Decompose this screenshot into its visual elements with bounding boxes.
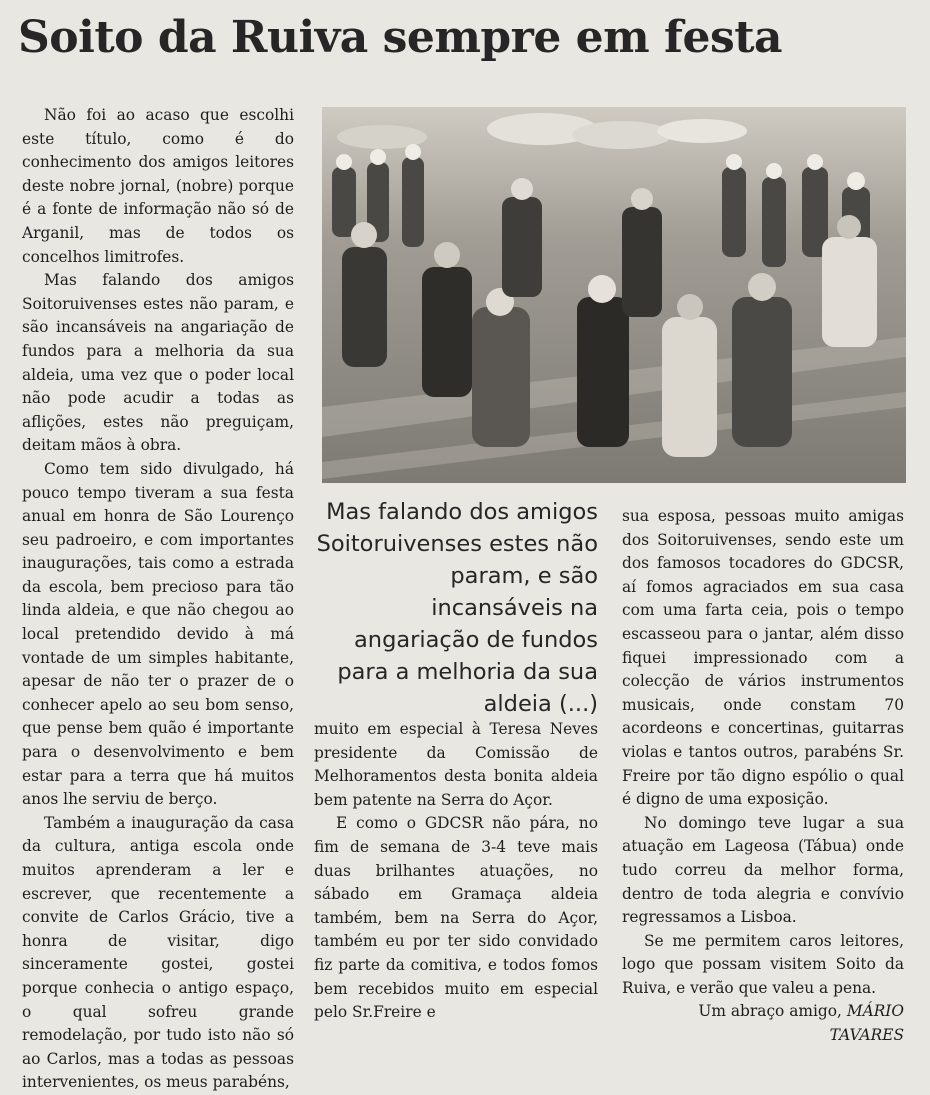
article-column-3 (622, 505, 904, 1048)
paragraph: Não foi ao acaso que escolhi este título, como é do conhecimento dos amigos leitores deste nobre jornal, (nobre) porque é a fonte de informação não só de Arganil, mas de todos os concelhos limitrofes. (22, 106, 294, 266)
author-name: MÁRIO TAVARES (829, 1002, 904, 1045)
paragraph: Se me permitem caros leitores, logo que possam visitem Soito da Ruiva, e verão que valeu a pena. (622, 931, 904, 997)
paragraph: muito em especial à Teresa Neves presidente da Comissão de Melhoramentos desta bonita aldeia bem patente na Serra do Açor. (314, 720, 598, 809)
signoff: Um abraço amigo, (698, 1002, 842, 1021)
paragraph: E como o GDCSR não pára, no fim de semana de 3-4 teve mais duas brilhantes atuações, no sábado em Gramaça aldeia também, bem na Serra do Açor, também eu por ter sido convidado fiz parte da comitiva, e todos fomos bem recebidos muito em especial pelo Sr.Freire e (314, 814, 598, 1022)
paragraph: No domingo teve lugar a sua atuação em Lageosa (Tábua) onde tudo correu da melhor forma, dentro de toda alegria e convívio regressamos a Lisboa. (622, 813, 904, 927)
signature-line (622, 1000, 904, 1047)
folk-dance-photo (322, 107, 906, 483)
pull-quote: Mas falando dos amigos Soitoruivenses estes não param, e são incansáveis na angariação de fundos para a melhoria da sua aldeia (...) (316, 499, 598, 717)
paragraph: Também a inauguração da casa da cultura, antiga escola onde muitos aprenderam a ler e escrever, que recentemente a convite de Carlos Grácio, tive a honra de visitar, digo sinceramente gostei, gostei porque conhecia o antigo espaço, o qual sofreu grande remodelação, por tudo isto não só ao Carlos, mas a todas as pessoas intervenientes, os meus parabéns, (22, 813, 294, 1092)
paragraph: Como tem sido divulgado, há pouco tempo tiveram a sua festa anual em honra de São Lourenço seu padroeiro, e com importantes inaugurações, tais como a estrada da escola, bem precioso para tão linda aldeia, e que não chegou ao local pretendido devido à má vontade de um simples habitante, apesar de não ter o prazer de o conhecer apelo ao seu bom senso, que pense bem quão é importante para o desenvolvimento e bem estar para a terra que há muitos anos lhe serviu de berço. (22, 459, 294, 809)
paragraph: sua esposa, pessoas muito amigas dos Soitoruivenses, sendo este um dos famosos tocadores do GDCSR, aí fomos agraciados em sua casa com uma farta ceia, pois o tempo escasseou para o jantar, além disso fiquei impressionado com a colecção de vários instrumentos musicais, onde constam 70 acordeons e concertinas, guitarras violas e tantos outros, parabéns Sr. Freire por tão digno espólio o qual é digno de uma exposição. (622, 507, 904, 809)
headline: Soito da Ruiva sempre em festa (18, 12, 783, 63)
paragraph: Mas falando dos amigos Soitoruivenses estes não param, e são incansáveis na angariação de fundos para a melhoria da sua aldeia, uma vez que o poder local não pode acudir a todas as aflições, estes não preguiçam, deitam mãos à obra. (22, 271, 294, 455)
article-column-2 (314, 718, 598, 1025)
article-column-1 (22, 104, 294, 1095)
